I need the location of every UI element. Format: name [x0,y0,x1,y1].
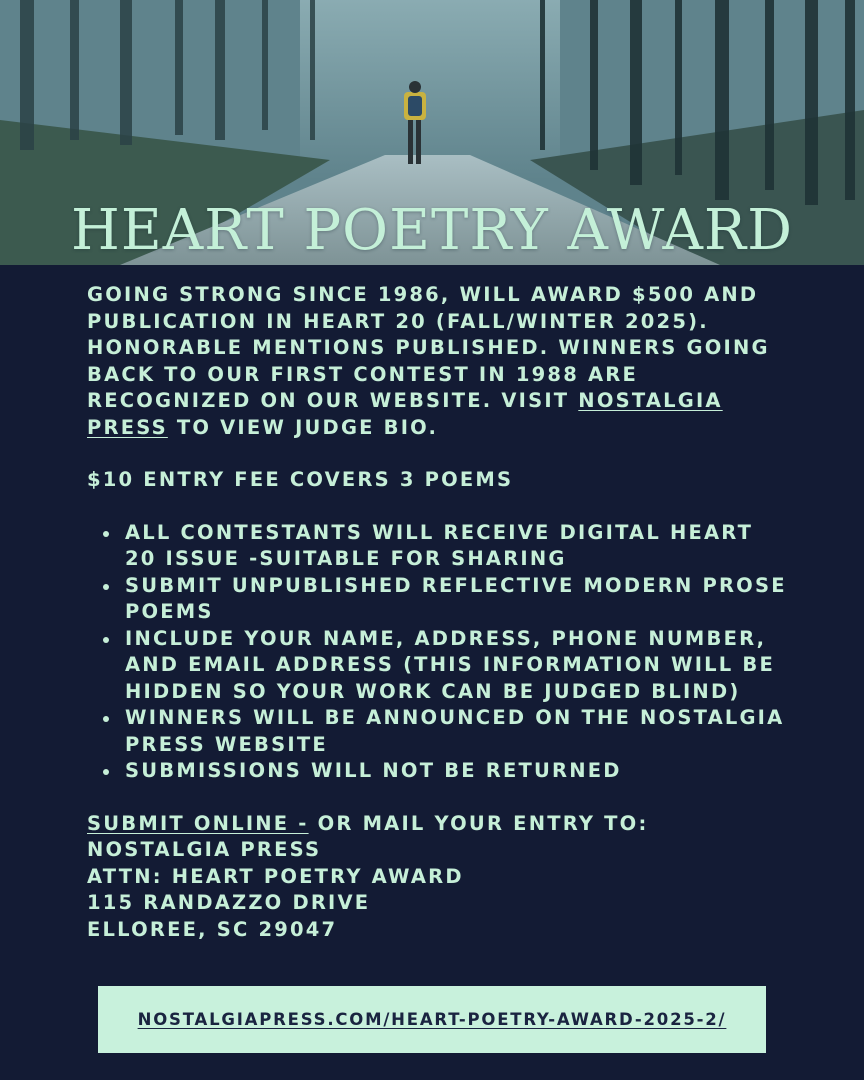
address-line: 115 RANDAZZO DRIVE [87,891,371,914]
submit-online-link[interactable]: SUBMIT ONLINE - [87,811,309,835]
entry-fee: $10 ENTRY FEE COVERS 3 POEMS [87,468,514,491]
intro-paragraph: GOING STRONG SINCE 1986, WILL AWARD $500 AND PUBLICATION IN HEART 20 (FALL/WINTER 2025). HONORABLE MENTIONS PUBLISHED. WINNERS GOING BACK TO OUR FIRST CONTEST IN 1988 ARE RECOGNIZED ON OUR WEBSITE. VISIT NOSTALGIA PRESS TO VIEW JUDGE BIO. [87,283,770,439]
list-item: ALL CONTESTANTS WILL RECEIVE DIGITAL HEART 20 ISSUE -SUITABLE FOR SHARING [87,520,787,573]
submit-line: SUBMIT ONLINE - OR MAIL YOUR ENTRY TO: [87,811,649,835]
nostalgia-press-link[interactable]: NOSTALGIA PRESS [87,389,723,439]
contest-url-link[interactable]: NOSTALGIAPRESS.COM/HEART-POETRY-AWARD-2025-2/ [137,1010,727,1029]
address-line: ELLOREE, SC 29047 [87,917,338,941]
address-line: ATTN: HEART POETRY AWARD [87,864,464,888]
content-body [87,282,787,943]
list-item: SUBMIT UNPUBLISHED REFLECTIVE MODERN PROSE POEMS [87,573,787,626]
address-line: NOSTALGIA PRESS [87,838,322,861]
hero-banner [0,0,864,265]
page-title: HEART POETRY AWARD [71,198,793,263]
url-box [98,986,766,1053]
rules-list [87,520,787,785]
list-item: INCLUDE YOUR NAME, ADDRESS, PHONE NUMBER, AND EMAIL ADDRESS (THIS INFORMATION WILL BE HIDDEN SO YOUR WORK CAN BE JUDGED BLIND) [87,626,787,706]
list-item: SUBMISSIONS WILL NOT BE RETURNED [87,758,787,785]
list-item: WINNERS WILL BE ANNOUNCED ON THE NOSTALGIA PRESS WEBSITE [87,705,787,758]
